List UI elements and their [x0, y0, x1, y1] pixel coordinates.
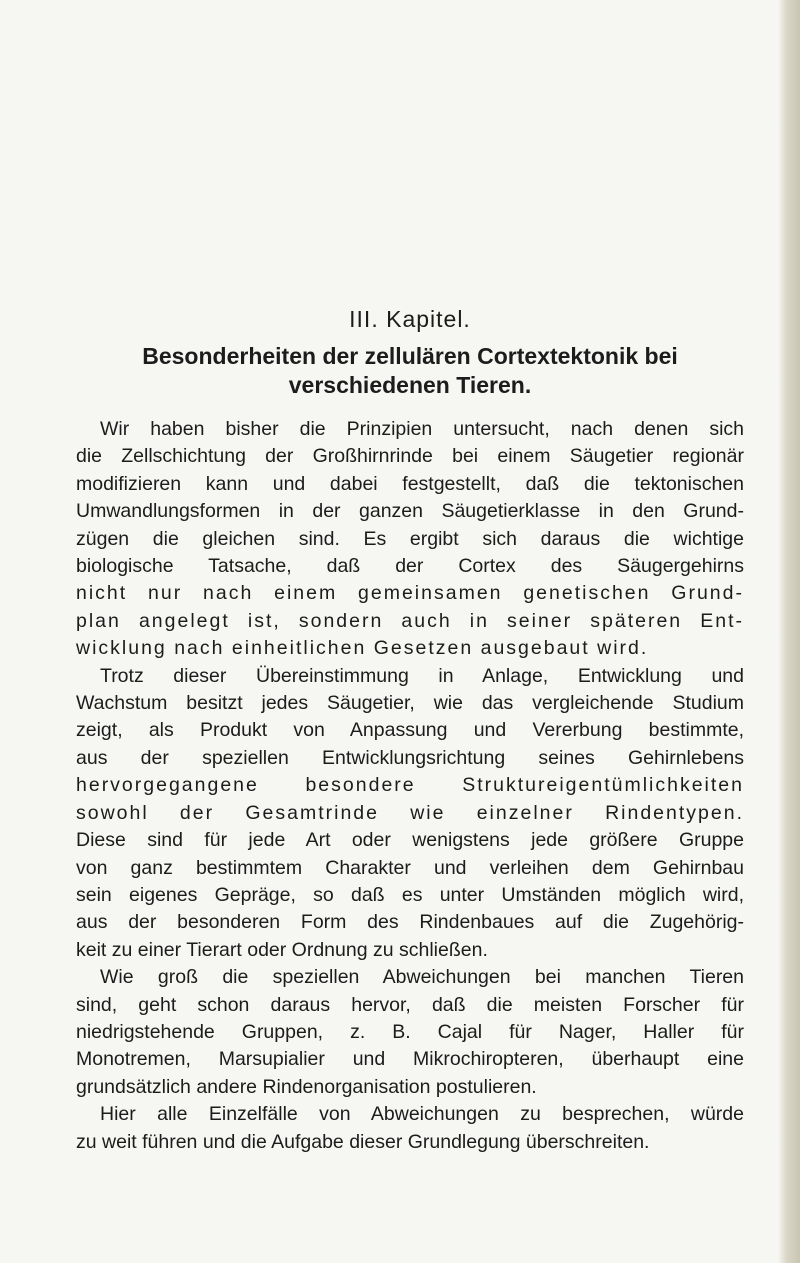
text-line: von ganz bestimmtem Charakter und verleihen dem Gehirnbau	[76, 856, 744, 879]
text-line: die Zellschichtung der Großhirnrinde bei einem Säugetier regionär	[76, 445, 744, 468]
paragraph-4	[76, 1101, 744, 1156]
text-line: modifizieren kann und dabei festgestellt, daß die tektonischen	[76, 472, 744, 495]
text-line: Umwandlungsformen in der ganzen Säugetierklasse in den Grund-	[76, 500, 744, 523]
chapter-heading: III. Kapitel.	[349, 306, 471, 332]
chapter-title-line-2: verschiedenen Tieren.	[288, 372, 532, 398]
text-line: nicht nur nach einem gemeinsamen genetischen Grund-	[76, 582, 744, 605]
text-line: Monotremen, Marsupialier und Mikrochiropteren, überhaupt eine	[76, 1048, 744, 1071]
book-page	[76, 305, 744, 1156]
text-line: wicklung nach einheitlichen Gesetzen ausgebaut wird.	[76, 637, 649, 660]
text-line: Trotz dieser Übereinstimmung in Anlage, Entwicklung und	[100, 664, 744, 687]
text-line: zeigt, als Produkt von Anpassung und Vererbung bestimmte,	[76, 719, 744, 742]
text-line: sein eigenes Gepräge, so daß es unter Umständen möglich wird,	[76, 883, 744, 906]
text-line: Wachstum besitzt jedes Säugetier, wie das vergleichende Studium	[76, 692, 744, 715]
text-line: aus der speziellen Entwicklungsrichtung seines Gehirnlebens	[76, 746, 744, 769]
text-line: hervorgegangene besondere Struktureigentümlichkeiten	[76, 774, 744, 797]
text-line: niedrigstehende Gruppen, z. B. Cajal für Nager, Haller für	[76, 1020, 744, 1043]
text-line: sowohl der Gesamtrinde wie einzelner Rindentypen.	[76, 801, 744, 824]
text-line: Diese sind für jede Art oder wenigstens jede größere Gruppe	[76, 829, 744, 852]
text-line: zügen die gleichen sind. Es ergibt sich daraus die wichtige	[76, 527, 744, 550]
text-line: grundsätzlich andere Rindenorganisation postulieren.	[76, 1075, 537, 1098]
text-line: Wir haben bisher die Prinzipien untersucht, nach denen sich	[100, 418, 744, 440]
text-line: plan angelegt ist, sondern auch in seiner späteren Ent-	[76, 609, 744, 632]
text-line: Hier alle Einzelfälle von Abweichungen zu besprechen, würde	[100, 1103, 744, 1126]
text-line: Wie groß die speziellen Abweichungen bei manchen Tieren	[100, 966, 744, 989]
text-line: sind, geht schon daraus hervor, daß die meisten Forscher für	[76, 993, 744, 1016]
text-line: aus der besonderen Form des Rindenbaues auf die Zugehörig-	[76, 911, 744, 934]
text-line: zu weit führen und die Aufgabe dieser Grundlegung überschreiten.	[76, 1130, 650, 1153]
paragraph-3	[76, 964, 744, 1101]
paragraph-2	[76, 663, 744, 964]
chapter-title	[76, 342, 744, 400]
text-line: biologische Tatsache, daß der Cortex des Säugergehirns	[76, 555, 744, 578]
text-line: keit zu einer Tierart oder Ordnung zu schließen.	[76, 938, 488, 961]
paragraph-1	[76, 416, 744, 663]
chapter-title-line-1: Besonderheiten der zellulären Cortextektonik bei	[142, 343, 678, 369]
page-edge-shadow	[778, 0, 800, 1263]
